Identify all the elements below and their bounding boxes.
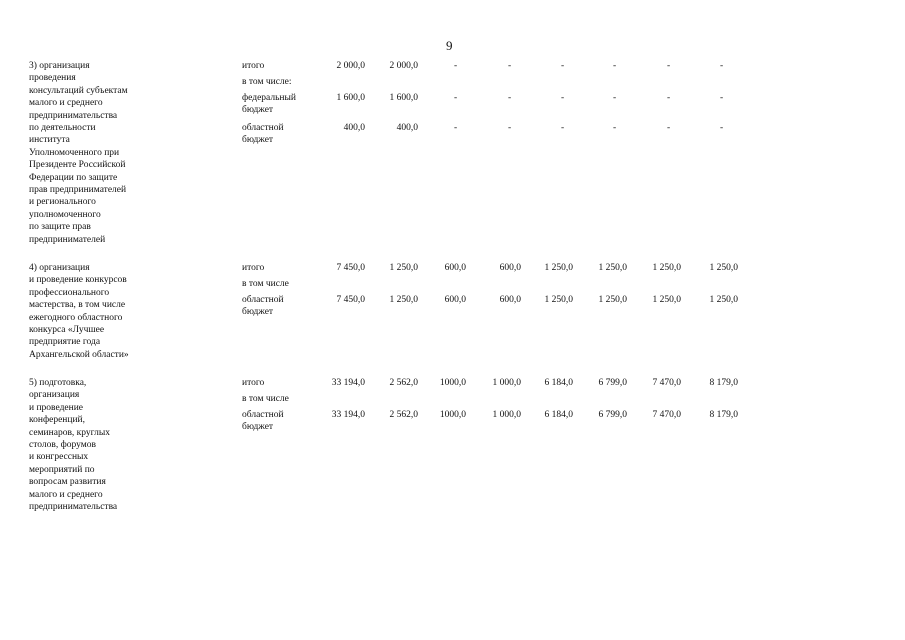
funding-label: в том числе [242,279,289,289]
funding-label: областной бюджет [242,295,284,318]
funding-label: в том числе [242,394,289,404]
value-cell: 6 799,0 [598,378,627,388]
value-cell: 1 250,0 [389,263,418,273]
value-cell: 2 562,0 [389,410,418,420]
value-cell: - [508,93,512,103]
value-cell: 600,0 [444,295,466,305]
value-cell: 6 799,0 [598,410,627,420]
row-description: 5) подготовка, организация и проведение конференций, семинаров, круглых столов, форумов и конгрессных мероприятий по вопросам развития малого и среднего предпринимательства [29,378,118,513]
value-cell: 1 250,0 [389,295,418,305]
value-cell: 1 250,0 [544,295,573,305]
value-cell: 600,0 [444,263,466,273]
value-cell: - [508,123,512,133]
value-cell: 1000,0 [439,410,466,420]
page-number: 9 [446,38,453,53]
value-cell: - [667,123,671,133]
value-cell: 33 194,0 [331,410,365,420]
value-cell: - [667,61,671,71]
value-cell: - [454,93,458,103]
value-cell: - [454,61,458,71]
value-cell: - [561,123,565,133]
value-cell: 1 000,0 [492,410,521,420]
value-cell: 1 000,0 [492,378,521,388]
funding-label: в том числе: [242,77,292,87]
value-cell: 2 000,0 [389,61,418,71]
value-cell: 1 250,0 [598,295,627,305]
value-cell: 1 250,0 [544,263,573,273]
value-cell: - [454,123,458,133]
value-cell: 1000,0 [439,378,466,388]
value-cell: 1 250,0 [598,263,627,273]
value-cell: - [508,61,512,71]
value-cell: - [667,93,671,103]
value-cell: - [561,93,565,103]
row-description: 4) организация и проведение конкурсов профессионального мастерства, в том числе ежегодного областного конкурса «Лучшее предприятие года Архангельской области» [29,263,129,360]
value-cell: 7 450,0 [336,295,365,305]
funding-label: областной бюджет [242,410,284,433]
value-cell: 6 184,0 [544,410,573,420]
value-cell: - [613,61,617,71]
value-cell: 2 562,0 [389,378,418,388]
value-cell: 400,0 [396,123,418,133]
value-cell: 600,0 [499,263,521,273]
value-cell: 1 250,0 [652,263,681,273]
value-cell: 1 250,0 [652,295,681,305]
value-cell: 33 194,0 [331,378,365,388]
value-cell: 1 600,0 [389,93,418,103]
value-cell: 400,0 [343,123,365,133]
value-cell: - [613,123,617,133]
funding-label: итого [242,263,265,273]
value-cell: 600,0 [499,295,521,305]
value-cell: - [720,61,724,71]
value-cell: - [613,93,617,103]
value-cell: 7 450,0 [336,263,365,273]
value-cell: - [720,93,724,103]
funding-label: итого [242,61,265,71]
value-cell: - [720,123,724,133]
funding-label: федеральный бюджет [242,93,296,116]
value-cell: 7 470,0 [652,378,681,388]
funding-label: областной бюджет [242,123,284,146]
value-cell: 7 470,0 [652,410,681,420]
funding-label: итого [242,378,265,388]
row-description: 3) организация проведения консультаций субъектам малого и среднего предпринимательства по деятельности института Уполномоченного при Президенте Российской Федерации по защите прав предпринимателей и регионального уполномоченного по защите прав предпринимателей [29,61,128,245]
value-cell: 2 000,0 [336,61,365,71]
value-cell: 1 600,0 [336,93,365,103]
value-cell: 6 184,0 [544,378,573,388]
value-cell: 8 179,0 [709,410,738,420]
value-cell: - [561,61,565,71]
value-cell: 1 250,0 [709,295,738,305]
value-cell: 8 179,0 [709,378,738,388]
value-cell: 1 250,0 [709,263,738,273]
